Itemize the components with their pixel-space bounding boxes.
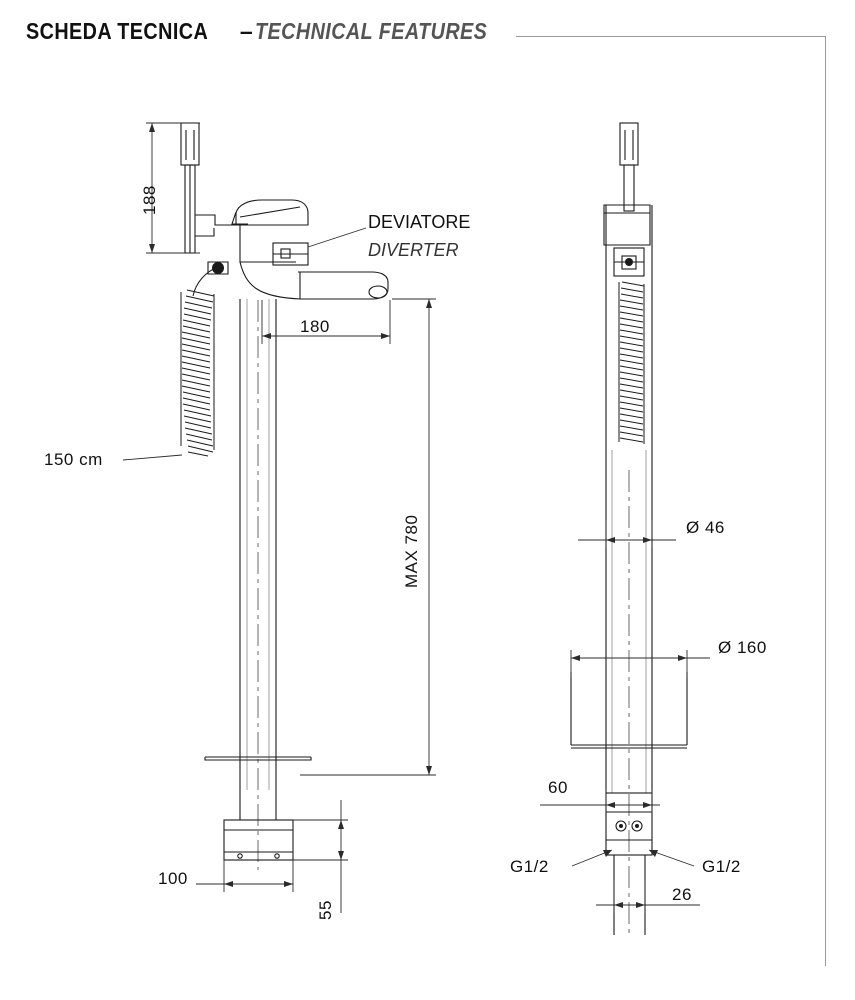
dimension-column-diameter: Ø 46 bbox=[686, 518, 725, 537]
dimension-hose-length: 150 cm bbox=[44, 450, 103, 469]
dimension-base-height: 55 bbox=[316, 900, 335, 920]
page-title-english: TECHNICAL FEATURES bbox=[254, 18, 487, 44]
side-view-geometry bbox=[571, 123, 687, 935]
dimension-handshower-height: 188 bbox=[140, 185, 159, 215]
front-view-geometry bbox=[181, 123, 388, 870]
dimension-spout-reach: 180 bbox=[300, 317, 330, 336]
label-connection-right: G1/2 bbox=[702, 857, 741, 876]
dimension-flange-diameter: Ø 160 bbox=[718, 638, 767, 657]
label-connection-left: G1/2 bbox=[510, 857, 549, 876]
dimension-base-depth: 60 bbox=[548, 778, 568, 797]
callout-diverter-english: DIVERTER bbox=[368, 240, 459, 260]
dimension-base-width: 100 bbox=[158, 869, 188, 888]
dimension-max-height: MAX 780 bbox=[402, 514, 421, 588]
dimension-inlet-spacing: 26 bbox=[672, 885, 692, 904]
page-title-separator: – bbox=[239, 18, 253, 44]
callout-diverter-italian: DEVIATORE bbox=[368, 212, 471, 232]
side-view-dimensions bbox=[540, 520, 710, 913]
page-title-italian: SCHEDA TECNICA bbox=[26, 18, 209, 44]
